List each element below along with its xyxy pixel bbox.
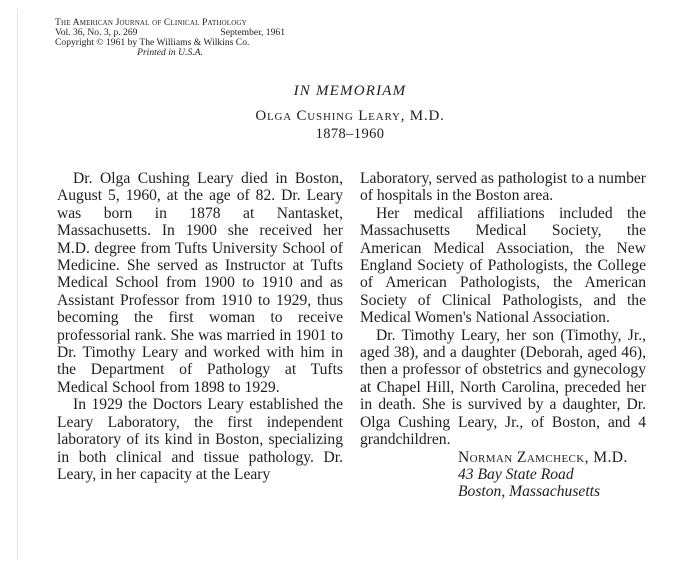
paragraph: Dr. Timothy Leary, her son (Timothy, Jr., aged 38), and a daughter (Deborah, aged 46), then a professor of obstetrics and gynecology at Chapel Hill, North Carolina, preceded her in death. She is survived by a daughter, Dr. Olga Cushing Leary, Jr., of Boston, and 4 grandchildren. xyxy=(360,326,646,449)
memoriam-heading: IN MEMORIAM xyxy=(293,83,407,99)
issue-date: September, 1961 xyxy=(220,27,285,38)
author-name: Norman Zamcheck, M.D. xyxy=(458,448,628,466)
subject-name: Olga Cushing Leary, M.D. xyxy=(255,108,445,124)
left-column xyxy=(57,170,343,483)
printed-line: Printed in U.S.A. xyxy=(137,47,203,58)
subject-years: 1878–1960 xyxy=(315,126,385,142)
author-city: Boston, Massachusetts xyxy=(458,483,601,501)
signature-block xyxy=(458,449,646,501)
journal-name: The American Journal of Clinical Pathology xyxy=(55,17,247,28)
paragraph: Dr. Olga Cushing Leary died in Boston, August 5, 1960, at the age of 82. Dr. Leary was born in 1878 at Nantasket, Massachusetts. In 1900 she received her M.D. degree from Tufts University School of Medicine. She served as Instructor at Tufts Medical School from 1900 to 1910 and as Assistant Professor from 1910 to 1929, thus becoming the first woman to receive professorial rank. She was married in 1901 to Dr. Timothy Leary and worked with him in the Department of Pathology at Tufts Medical School from 1898 to 1929. xyxy=(57,170,343,396)
paragraph: Her medical affiliations included the Massachusetts Medical Society, the American Medical Association, the New England Society of Pathologists, the College of American Pathologists, the American Society of Clinical Pathologists, and the Medical Women's National Association. xyxy=(360,204,646,327)
paragraph: Laboratory, served as pathologist to a number of hospitals in the Boston area. xyxy=(360,170,646,205)
volume-info: Vol. 36, No. 3, p. 269 xyxy=(55,27,138,38)
journal-header xyxy=(55,18,285,58)
paragraph: In 1929 the Doctors Leary established the Leary Laboratory, the first independent laboratory of its kind in Boston, specializing in both clinical and tissue pathology. Dr. Leary, in her capacity at the Leary xyxy=(57,396,343,483)
author-address: 43 Bay State Road xyxy=(458,465,574,483)
right-column xyxy=(360,170,646,501)
copyright-line: Copyright © 1961 by The Williams & Wilkins Co. xyxy=(55,37,250,48)
